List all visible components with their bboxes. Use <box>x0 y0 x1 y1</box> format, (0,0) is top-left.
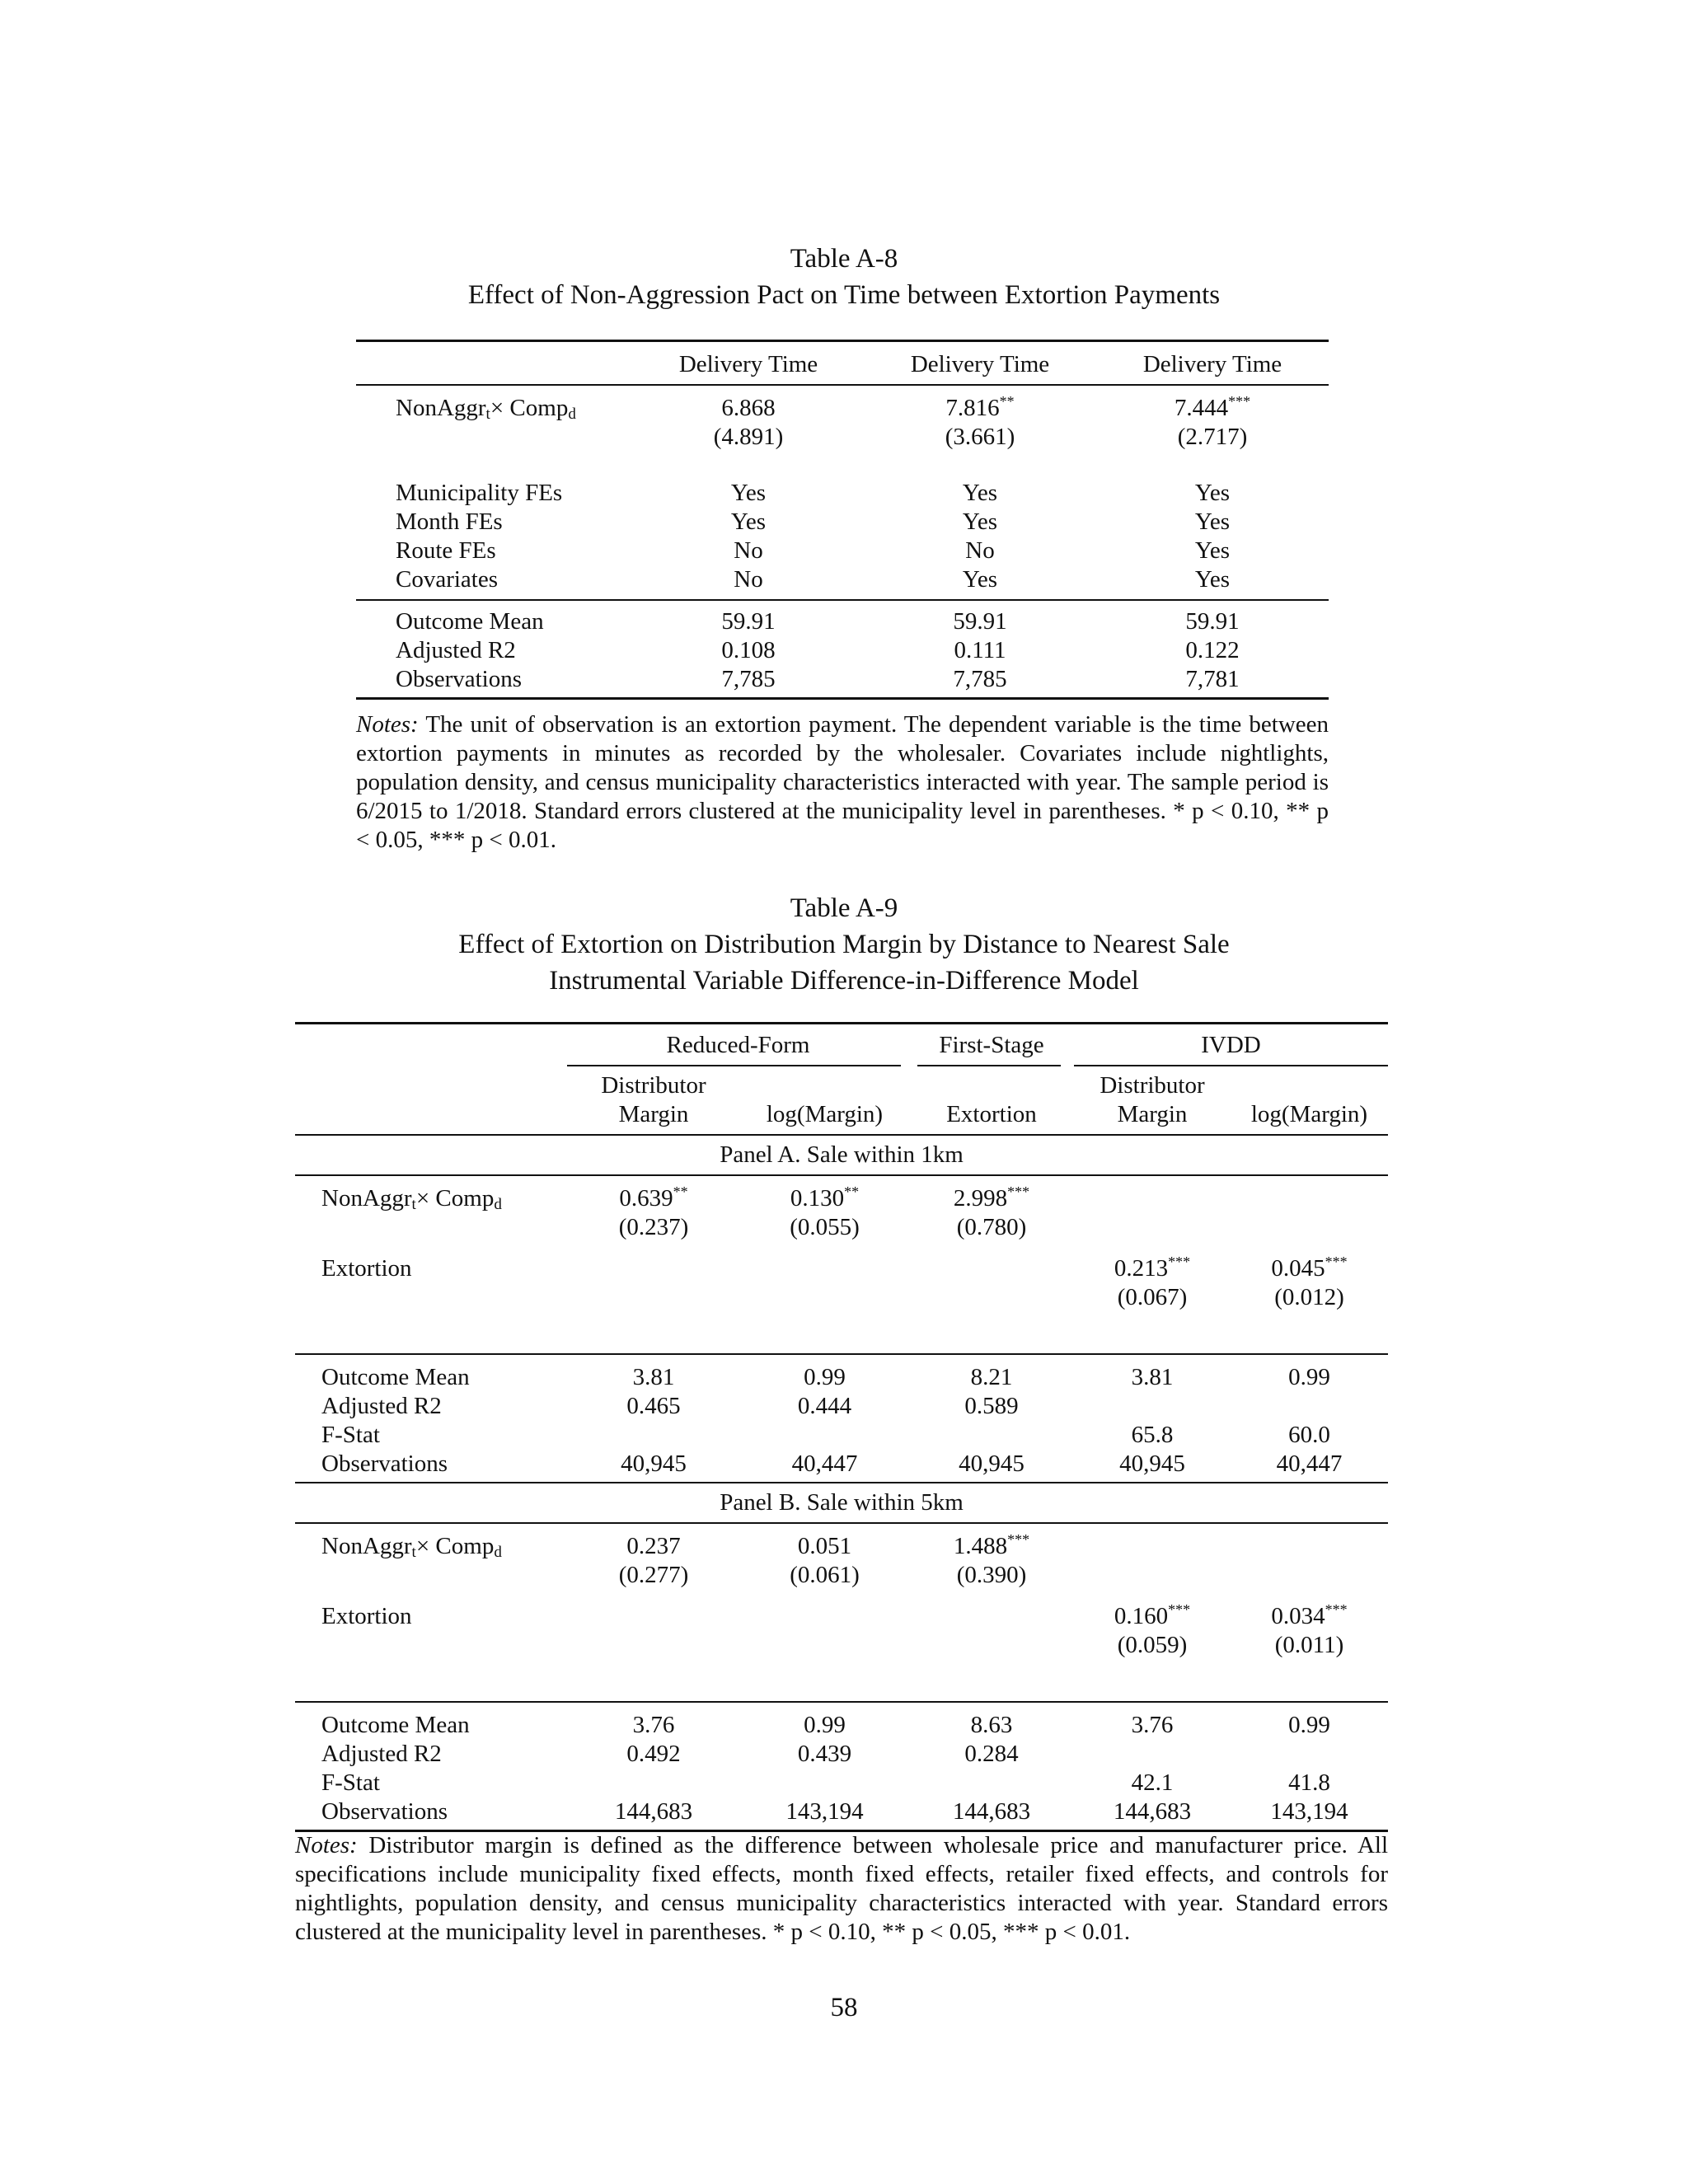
row-label: Outcome Mean <box>321 1712 470 1738</box>
se-cell: (2.717) <box>1177 424 1248 450</box>
panel-b-stat-row <box>295 1740 1388 1769</box>
stat-cell: 42.1 <box>1131 1769 1174 1796</box>
row-label: Extortion <box>321 1603 412 1629</box>
coef-cell <box>567 1590 740 1631</box>
se-cell: (0.011) <box>1274 1632 1344 1658</box>
coef-cell <box>1231 1175 1388 1213</box>
panel-b-stat-row <box>295 1702 1388 1740</box>
coef-cell <box>740 1242 909 1283</box>
table-a8-header-row <box>356 341 1329 386</box>
stat-cell: 40,945 <box>1119 1451 1185 1477</box>
stat-cell <box>567 1769 740 1797</box>
stat-cell: 0.444 <box>797 1393 852 1419</box>
panel-a-stat-row <box>295 1421 1388 1450</box>
se-cell <box>740 1631 909 1660</box>
table-a8-header: Delivery Time <box>678 351 818 377</box>
se-cell: (0.012) <box>1274 1284 1344 1310</box>
se-cell: (0.237) <box>618 1214 689 1240</box>
col-header <box>909 1071 1074 1100</box>
fe-cell: Yes <box>962 566 998 593</box>
group-header-ivdd: IVDD <box>1074 1024 1388 1072</box>
coef-cell: 0.130** <box>790 1183 860 1212</box>
fe-cell: No <box>965 537 995 564</box>
panel-b-stat-row <box>295 1769 1388 1797</box>
table-a8-caption <box>0 241 1688 313</box>
fe-cell: Yes <box>1194 480 1231 506</box>
se-cell <box>567 1283 740 1312</box>
table-a8-title: Effect of Non-Aggression Pact on Time between Extortion Payments <box>467 280 1221 310</box>
coef-cell <box>567 1242 740 1283</box>
row-label-nonaggr: NonAggr$_t$× Comp$_d$ <box>321 1185 502 1213</box>
se-cell <box>909 1283 1074 1312</box>
stat-cell <box>1231 1392 1388 1421</box>
se-cell <box>740 1283 909 1312</box>
row-label: Observations <box>321 1798 448 1825</box>
panel-b-main-row <box>295 1523 1388 1561</box>
stat-cell: 0.589 <box>964 1393 1019 1419</box>
row-label: Covariates <box>396 566 499 593</box>
fe-cell: Yes <box>962 480 998 506</box>
stat-cell: 0.122 <box>1185 637 1240 663</box>
table-a9-title-line2: Instrumental Variable Difference-in-Difference Model <box>549 966 1139 996</box>
panel-b-extortion-row <box>295 1590 1388 1631</box>
panel-title: Panel B. Sale within 5km <box>295 1483 1388 1523</box>
se-cell: (4.891) <box>713 424 784 450</box>
table-a8-grid <box>356 340 1329 700</box>
col-header <box>1231 1071 1388 1100</box>
coef-cell: 0.213*** <box>1114 1254 1191 1282</box>
se-cell: (3.661) <box>945 424 1015 450</box>
panel-title: Panel A. Sale within 1km <box>295 1135 1388 1175</box>
stat-cell: 65.8 <box>1131 1422 1174 1448</box>
stat-cell <box>909 1769 1074 1797</box>
table-a8-se-row <box>356 423 1329 452</box>
table-a9-title-line1: Effect of Extortion on Distribution Margin by Distance to Nearest Sale <box>458 930 1230 959</box>
fe-cell: Yes <box>1194 537 1231 564</box>
fe-cell: Yes <box>730 509 767 535</box>
se-cell: (0.067) <box>1117 1284 1188 1310</box>
stat-cell: 40,447 <box>791 1451 858 1477</box>
row-label: F-Stat <box>321 1422 380 1448</box>
group-header-reduced-form: Reduced-Form <box>567 1024 909 1072</box>
coef-cell <box>909 1590 1074 1631</box>
col-header: Margin <box>1117 1101 1188 1127</box>
coef-cell <box>740 1590 909 1631</box>
col-header: Extortion <box>946 1101 1037 1127</box>
se-cell <box>1074 1561 1231 1590</box>
col-header: Margin <box>618 1101 689 1127</box>
stat-cell: 0.99 <box>804 1712 846 1738</box>
stat-cell: 144,683 <box>614 1798 693 1825</box>
stat-cell <box>740 1769 909 1797</box>
coef-cell: 1.488*** <box>953 1531 1030 1559</box>
table-a8 <box>356 340 1329 700</box>
table-a8-header: Delivery Time <box>910 351 1050 377</box>
stat-cell: 0.111 <box>954 637 1006 663</box>
fe-cell: Yes <box>1194 566 1231 593</box>
fe-cell: Yes <box>730 480 767 506</box>
fe-cell: No <box>734 537 763 564</box>
fe-cell: Yes <box>1194 509 1231 535</box>
se-cell: (0.780) <box>956 1214 1027 1240</box>
stat-cell: 59.91 <box>1185 608 1240 635</box>
col-header <box>740 1071 909 1100</box>
se-cell <box>1074 1213 1231 1242</box>
stat-cell: 0.284 <box>964 1741 1019 1767</box>
stat-cell: 0.492 <box>626 1741 681 1767</box>
coef-cell: 7.816** <box>945 393 1015 421</box>
panel-b-title-row <box>295 1483 1388 1523</box>
panel-a-stat-row <box>295 1450 1388 1483</box>
coef-cell <box>1231 1523 1388 1561</box>
stat-cell: 3.76 <box>632 1712 675 1738</box>
stat-cell: 143,194 <box>1270 1798 1348 1825</box>
panel-a-extortion-se-row <box>295 1283 1388 1312</box>
coef-cell <box>909 1242 1074 1283</box>
stat-cell: 143,194 <box>785 1798 864 1825</box>
stat-cell: 7,785 <box>721 666 776 692</box>
row-label: Month FEs <box>396 509 503 535</box>
table-a9-caption <box>0 890 1688 999</box>
stat-cell <box>740 1421 909 1450</box>
fe-cell: Yes <box>962 509 998 535</box>
stat-cell <box>1231 1740 1388 1769</box>
coef-cell: 0.045*** <box>1271 1254 1348 1282</box>
table-a9 <box>295 1022 1388 1832</box>
row-label-nonaggr: NonAggr$_t$× Comp$_d$ <box>321 1533 502 1561</box>
panel-a-stat-row <box>295 1392 1388 1421</box>
panel-a-title-row <box>295 1135 1388 1175</box>
row-label-nonaggr: NonAggr$_t$× Comp$_d$ <box>396 395 576 423</box>
stat-cell: 40,945 <box>959 1451 1025 1477</box>
panel-b-se-row <box>295 1561 1388 1590</box>
panel-a-stat-row <box>295 1354 1388 1392</box>
stat-cell: 8.21 <box>970 1364 1013 1390</box>
notes-text: The unit of observation is an extortion payment. The dependent variable is the time between extortion payments in minutes as recorded by the wholesaler. Covariates include nightlights, population density, and census municipality characteristics interacted with year. The sample period is 6/2015 to 1/2018. Standard errors clustered at the municipality level in parentheses. * p < 0.10, ** p < 0.05, *** p < 0.01. <box>356 711 1329 853</box>
group-header-first-stage: First-Stage <box>909 1024 1074 1072</box>
stat-cell: 8.63 <box>970 1712 1013 1738</box>
coef-cell: 0.034*** <box>1271 1601 1348 1629</box>
coef-cell: 0.639** <box>619 1183 688 1212</box>
table-a8-fe-row <box>356 537 1329 565</box>
stat-cell: 3.81 <box>632 1364 675 1390</box>
row-label: Observations <box>396 666 523 692</box>
stat-cell: 7,781 <box>1185 666 1240 692</box>
row-label: Municipality FEs <box>396 480 563 506</box>
stat-cell: 0.108 <box>721 637 776 663</box>
se-cell: (0.061) <box>790 1562 860 1588</box>
table-a9-group-header-row <box>295 1024 1388 1072</box>
stat-cell: 3.76 <box>1131 1712 1174 1738</box>
stat-cell <box>1074 1392 1231 1421</box>
row-label: Route FEs <box>396 537 496 564</box>
fe-cell: No <box>734 566 763 593</box>
stat-cell: 0.99 <box>1288 1712 1330 1738</box>
table-a8-label: Table A-8 <box>790 244 898 274</box>
se-cell <box>909 1631 1074 1660</box>
table-a8-notes <box>356 710 1329 855</box>
stat-cell: 3.81 <box>1131 1364 1174 1390</box>
se-cell <box>1231 1561 1388 1590</box>
coef-cell <box>1074 1523 1231 1561</box>
table-a9-grid <box>295 1022 1388 1832</box>
row-label: Extortion <box>321 1255 412 1282</box>
coef-cell: 7.444*** <box>1174 393 1251 421</box>
row-label: F-Stat <box>321 1769 380 1796</box>
stat-cell: 7,785 <box>953 666 1007 692</box>
se-cell: (0.390) <box>956 1562 1027 1588</box>
stat-cell: 0.99 <box>1288 1364 1330 1390</box>
stat-cell <box>567 1421 740 1450</box>
se-cell: (0.277) <box>618 1562 689 1588</box>
row-label: Outcome Mean <box>396 608 544 635</box>
table-a9-label: Table A-9 <box>790 893 898 923</box>
row-label: Adjusted R2 <box>396 637 516 663</box>
stat-cell: 59.91 <box>953 608 1007 635</box>
panel-b-stat-row <box>295 1797 1388 1831</box>
col-header: log(Margin) <box>1250 1101 1368 1127</box>
stat-cell: 40,945 <box>621 1451 687 1477</box>
row-label: Observations <box>321 1451 448 1477</box>
stat-cell <box>1074 1740 1231 1769</box>
row-label: Adjusted R2 <box>321 1741 442 1767</box>
coef-cell <box>1074 1175 1231 1213</box>
coef-cell: 2.998*** <box>953 1183 1030 1212</box>
row-label: Outcome Mean <box>321 1364 470 1390</box>
table-a8-fe-row <box>356 479 1329 508</box>
se-cell <box>567 1631 740 1660</box>
table-a8-stat-row <box>356 636 1329 665</box>
panel-a-extortion-row <box>295 1242 1388 1283</box>
se-cell: (0.055) <box>790 1214 860 1240</box>
table-a9-col-header-bottom <box>295 1100 1388 1135</box>
se-cell: (0.059) <box>1117 1632 1188 1658</box>
table-a9-notes <box>295 1831 1388 1947</box>
panel-a-main-row <box>295 1175 1388 1213</box>
table-a8-stat-row <box>356 600 1329 636</box>
stat-cell: 0.465 <box>626 1393 681 1419</box>
stat-cell: 0.439 <box>797 1741 852 1767</box>
stat-cell: 144,683 <box>1113 1798 1192 1825</box>
table-a8-fe-row <box>356 565 1329 600</box>
page-number: 58 <box>830 1993 858 2022</box>
coef-cell: 0.237 <box>626 1533 681 1559</box>
table-a8-header: Delivery Time <box>1142 351 1282 377</box>
se-cell <box>1231 1213 1388 1242</box>
table-a8-main-row <box>356 385 1329 423</box>
notes-text: Distributor margin is defined as the difference between wholesale price and manufacturer price. All specifications include municipality fixed effects, month fixed effects, retailer fixed effects, and controls for nightlights, population density, and census municipality characteristics interacted with year. Standard errors clustered at the municipality level in parentheses. * p < 0.10, ** p < 0.05, *** p < 0.01. <box>295 1832 1389 1945</box>
col-header: Distributor <box>601 1072 706 1099</box>
stat-cell: 60.0 <box>1288 1422 1330 1448</box>
table-a8-stat-row <box>356 665 1329 699</box>
stat-cell: 59.91 <box>721 608 776 635</box>
coef-cell: 6.868 <box>721 395 776 421</box>
stat-cell <box>909 1421 1074 1450</box>
notes-label: Notes: <box>356 711 419 738</box>
panel-b-extortion-se-row <box>295 1631 1388 1660</box>
col-header: Distributor <box>1100 1072 1205 1099</box>
table-a8-fe-row <box>356 508 1329 537</box>
coef-cell: 0.051 <box>797 1533 852 1559</box>
stat-cell: 0.99 <box>804 1364 846 1390</box>
stat-cell: 41.8 <box>1288 1769 1330 1796</box>
row-label: Adjusted R2 <box>321 1393 442 1419</box>
stat-cell: 40,447 <box>1276 1451 1343 1477</box>
coef-cell: 0.160*** <box>1114 1601 1191 1629</box>
stat-cell: 144,683 <box>952 1798 1031 1825</box>
table-a9-col-header-top <box>295 1071 1388 1100</box>
panel-a-se-row <box>295 1213 1388 1242</box>
notes-label: Notes: <box>295 1832 358 1858</box>
col-header: log(Margin) <box>766 1101 884 1127</box>
